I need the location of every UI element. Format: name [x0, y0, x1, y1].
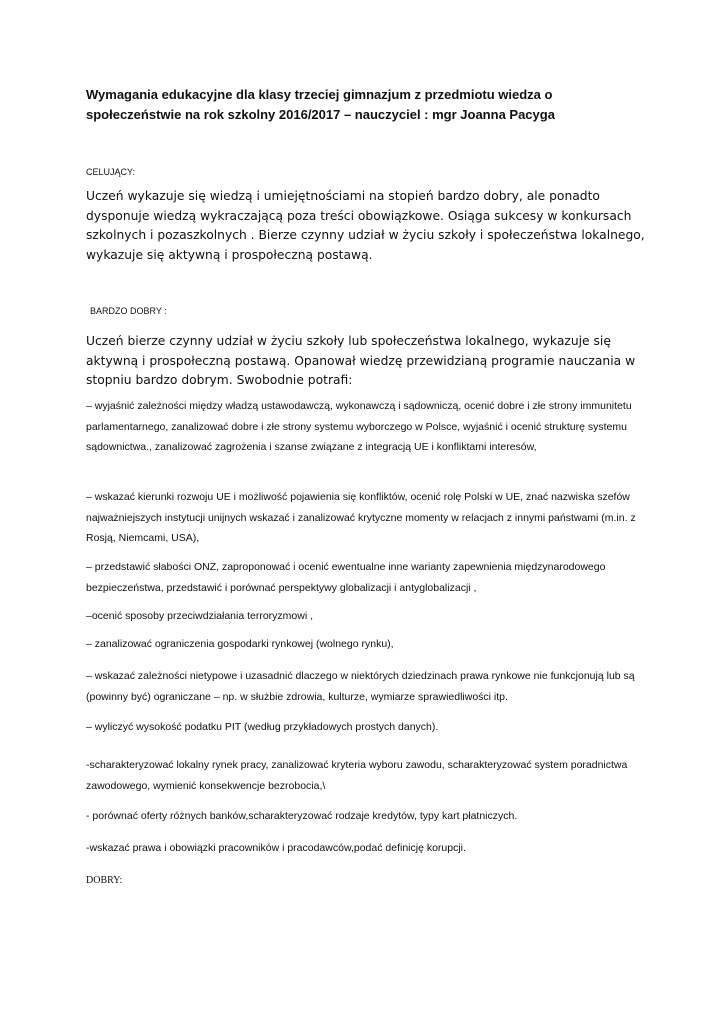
- requirement-item: – wskazać zależności nietypowe i uzasadnić dlaczego w niektórych dziedzinach prawa rynkowe nie funkcjonują lub są (powinny być) ograniczane – np. w służbie zdrowia, kulturze, wymiarze sprawiedliwości itp.: [86, 670, 635, 703]
- requirement-item: -scharakteryzować lokalny rynek pracy, zanalizować kryteria wyboru zawodu, scharakteryzować system poradnictwa zawodowego, wymienić konsekwencje bezrobocia,\: [86, 759, 628, 792]
- document-title: Wymagania edukacyjne dla klasy trzeciej gimnazjum z przedmiotu wiedza o społeczeństwie na rok szkolny 2016/2017 – nauczyciel : mgr Joanna Pacyga: [86, 87, 555, 122]
- requirement-item: – przedstawić słabości ONZ, zaproponować i ocenić ewentualne inne warianty zapewnienia międzynarodowego bezpieczeństwa, przedstawić i porównać perspektywy globalizacji i antyglobalizacji ,: [86, 561, 606, 594]
- bardzo-dobry-description: Uczeń bierze czynny udział w życiu szkoły lub społeczeństwa lokalnego, wykazuje się aktywną i prospołeczną postawą. Opanował wiedzę przewidzianą programie nauczania w stopniu bardzo dobrym. Swobodnie potrafi:: [86, 334, 636, 387]
- requirement-item: -wskazać prawa i obowiązki pracowników i pracodawców,podać definicję korupcji.: [86, 842, 466, 854]
- requirement-item: –ocenić sposoby przeciwdziałania terroryzmowi ,: [86, 610, 314, 622]
- section-label-celujacy: CELUJĄCY:: [86, 167, 136, 177]
- section-label-dobry: DOBRY:: [86, 875, 123, 886]
- section-label-bardzo-dobry: BARDZO DOBRY :: [90, 306, 167, 316]
- requirement-item: – zanalizować ograniczenia gospodarki rynkowej (wolnego rynku),: [86, 638, 394, 650]
- requirement-item: – wyliczyć wysokość podatku PIT (według przykładowych prostych danych).: [86, 721, 439, 733]
- requirement-item: - porównać oferty różnych banków,scharakteryzować rodzaje kredytów, typy kart płatniczych.: [86, 810, 518, 822]
- celujacy-description: Uczeń wykazuje się wiedzą i umiejętnościami na stopień bardzo dobry, ale ponadto dysponuje wiedzą wykraczającą poza treści obowiązkowe. Osiąga sukcesy w konkursach szkolnych i pozaszkolnych . Bierze czynny udział w życiu szkoły i społeczeństwa lokalnego, wykazuje się aktywną i prospołeczną postawą.: [86, 189, 645, 262]
- requirement-item: – wskazać kierunki rozwoju UE i możliwość pojawienia się konfliktów, ocenić rolę Polski w UE, znać nazwiska szefów najważniejszych instytucji unijnych wskazać i zanalizować krytyczne momenty w relacjach z innymi państwami (m.in. z Rosją, Niemcami, USA),: [86, 491, 636, 544]
- requirement-item: – wyjaśnić zależności między władzą ustawodawczą, wykonawczą i sądowniczą, ocenić dobre i złe strony immunitetu parlamentarnego, zanalizować dobre i złe strony systemu wyborczego w Polsce, wyjaśnić i ocenić strukturę systemu sądownictwa., zanalizować zagrożenia i szanse związane z integracją UE i konfliktami interesów,: [86, 400, 632, 453]
